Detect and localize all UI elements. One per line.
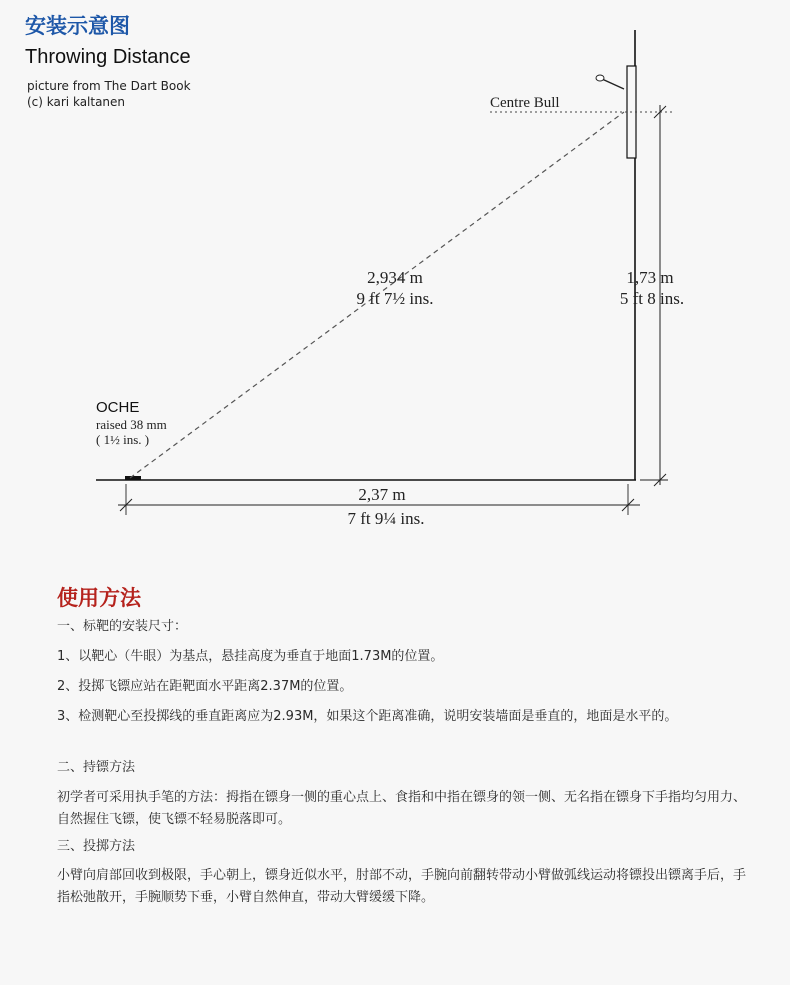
credit-source: picture from The Dart Book (27, 79, 191, 93)
height-metric: 1,73 m (626, 268, 674, 287)
usage-item-3: 3、检测靶心至投掷线的垂直距离应为2.93M，如果这个距离准确，说明安装墙面是垂直的，地面是水平的。 (57, 709, 678, 724)
usage-item-2: 2、投掷飞镖应站在距靶面水平距离2.37M的位置。 (57, 679, 353, 694)
section3-heading: 三、投掷方法 (57, 839, 136, 854)
section3-text: 小臂向肩部回收到极限，手心朝上，镖身近似水平，肘部不动，手腕向前翻转带动小臂做弧线运动将镖投出镖离手后，手指松弛散开，手腕顺势下垂，小臂自然伸直，带动大臂缓缓下降。 (57, 868, 747, 905)
horizontal-imperial: 7 ft 9¼ ins. (347, 509, 425, 528)
usage-title: 使用方法 (57, 586, 141, 610)
credit-copyright: (c) kari kaltanen (27, 95, 126, 109)
centre-bull-label: Centre Bull (490, 95, 560, 111)
oche-raised-imperial: ( 1½ ins. ) (96, 432, 150, 447)
diagram-title-cn: 安装示意图 (25, 14, 130, 38)
section2-heading: 二、持镖方法 (57, 760, 136, 775)
oche-marker (125, 476, 141, 480)
usage-item-1: 1、以靶心（牛眼）为基点，悬挂高度为垂直于地面1.73M的位置。 (57, 649, 444, 664)
dart-icon (596, 75, 624, 89)
diagonal-imperial: 9 ft 7½ ins. (356, 289, 434, 308)
section2-text: 初学者可采用执手笔的方法：拇指在镖身一侧的重心点上、食指和中指在镖身的领一侧、无名指在镖身下手指均匀用力、自然握住飞镖，使飞镖不轻易脱落即可。 (57, 790, 747, 827)
oche-raised: raised 38 mm (96, 417, 167, 432)
diagonal-metric: 2,934 m (367, 268, 423, 287)
horizontal-metric: 2,37 m (358, 485, 406, 504)
height-imperial: 5 ft 8 ins. (619, 289, 685, 308)
oche-title: OCHE (96, 399, 140, 416)
section1-heading: 一、标靶的安装尺寸： (57, 619, 188, 634)
diagram-title-en: Throwing Distance (25, 46, 191, 68)
